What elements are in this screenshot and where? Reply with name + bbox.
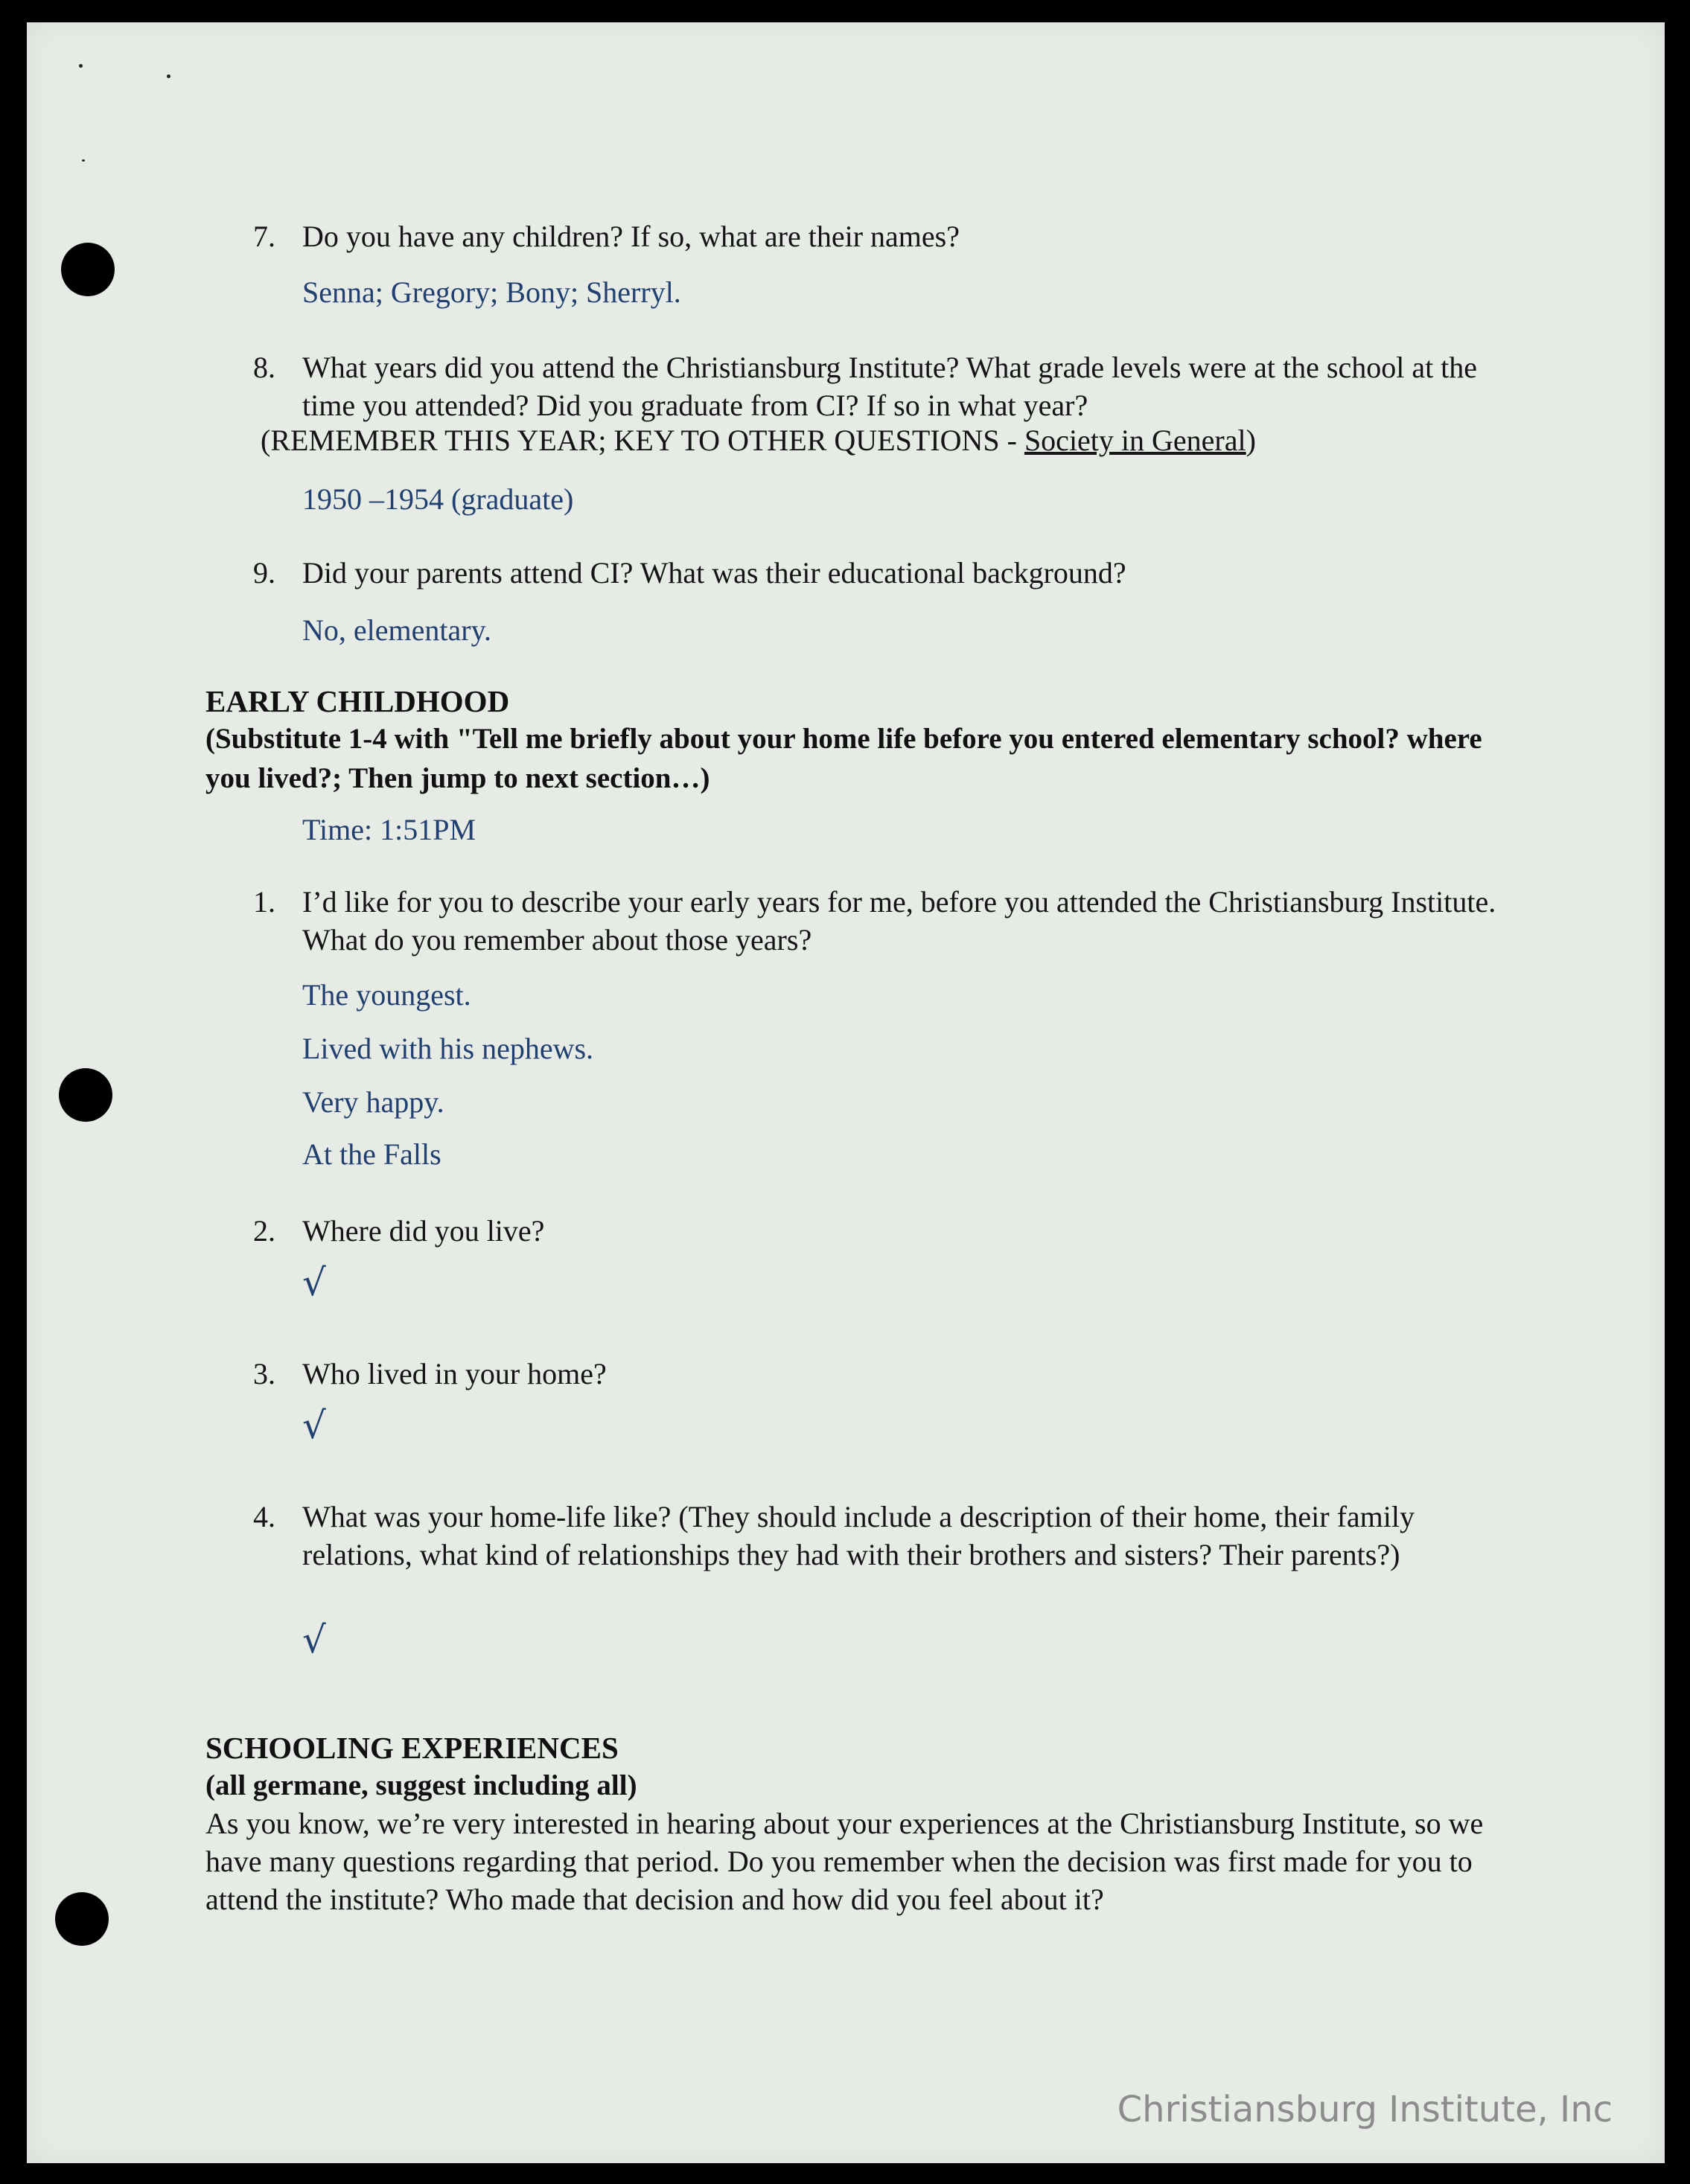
binder-hole-top: [61, 243, 115, 296]
section-heading-schooling: SCHOOLING EXPERIENCES: [205, 1731, 619, 1765]
note-prefix: (REMEMBER THIS YEAR; KEY TO OTHER QUESTIONS -: [261, 424, 1024, 457]
answer-line: At the Falls: [302, 1137, 441, 1171]
answer-7: Senna; Gregory; Bony; Sherryl.: [302, 275, 681, 309]
remember-note: [261, 423, 1256, 458]
section-subheading-early-childhood: (Substitute 1-4 with "Tell me briefly about your home life before you entered elementary school? where you lived?; Then jump to next section…): [205, 723, 1482, 794]
question-number: 3.: [253, 1357, 275, 1390]
note-link-society: Society in General: [1024, 424, 1246, 457]
question-text: What years did you attend the Christiansburg Institute? What grade levels were at the school at the time you attended? Did you graduate from CI? If so in what year?: [302, 351, 1478, 422]
question-text: Where did you live?: [302, 1214, 545, 1248]
schooling-paragraph: As you know, we’re very interested in hearing about your experiences at the Christiansburg Institute, so we have many questions regarding that period. Do you remember when the decision was first made for you to attend the institute? Who made that decision and how did you feel about it?: [205, 1807, 1484, 1916]
question-text: What was your home-life like? (They should include a description of their home, their family relations, what kind of relationships they had with their brothers and sisters? Their parents?): [302, 1500, 1415, 1571]
question-number: 9.: [253, 556, 275, 590]
answer-line: Lived with his nephews.: [302, 1032, 594, 1065]
checkmark-icon: √: [302, 1618, 326, 1661]
watermark: Christiansburg Institute, Inc: [1117, 2089, 1613, 2130]
question-text: Did your parents attend CI? What was their educational background?: [302, 556, 1126, 590]
time-note: Time: 1:51PM: [302, 813, 476, 846]
question-number: 2.: [253, 1214, 275, 1248]
section-heading-early-childhood: EARLY CHILDHOOD: [205, 684, 510, 718]
section-subheading-schooling: (all germane, suggest including all): [205, 1769, 637, 1801]
answer-line: Very happy.: [302, 1085, 444, 1119]
question-number: 4.: [253, 1500, 275, 1533]
paper-speck: [82, 159, 85, 162]
question-number: 8.: [253, 351, 275, 384]
answer-9: No, elementary.: [302, 613, 491, 647]
binder-hole-middle: [59, 1068, 112, 1122]
checkmark-icon: √: [302, 1404, 326, 1447]
binder-hole-bottom: [55, 1892, 109, 1946]
question-number: 1.: [253, 885, 275, 919]
paper-speck: [167, 74, 170, 78]
note-suffix: ): [1246, 424, 1256, 457]
checkmark-icon: √: [302, 1261, 326, 1304]
answer-line: The youngest.: [302, 978, 471, 1012]
answer-8: 1950 –1954 (graduate): [302, 482, 574, 516]
document-page: [27, 22, 1665, 2163]
question-text: Who lived in your home?: [302, 1357, 607, 1390]
question-number: 7.: [253, 220, 275, 253]
paper-speck: [79, 64, 83, 68]
question-text: I’d like for you to describe your early years for me, before you attended the Christiansburg Institute. What do you remember about those years?: [302, 885, 1496, 957]
question-text: Do you have any children? If so, what are their names?: [302, 220, 960, 253]
